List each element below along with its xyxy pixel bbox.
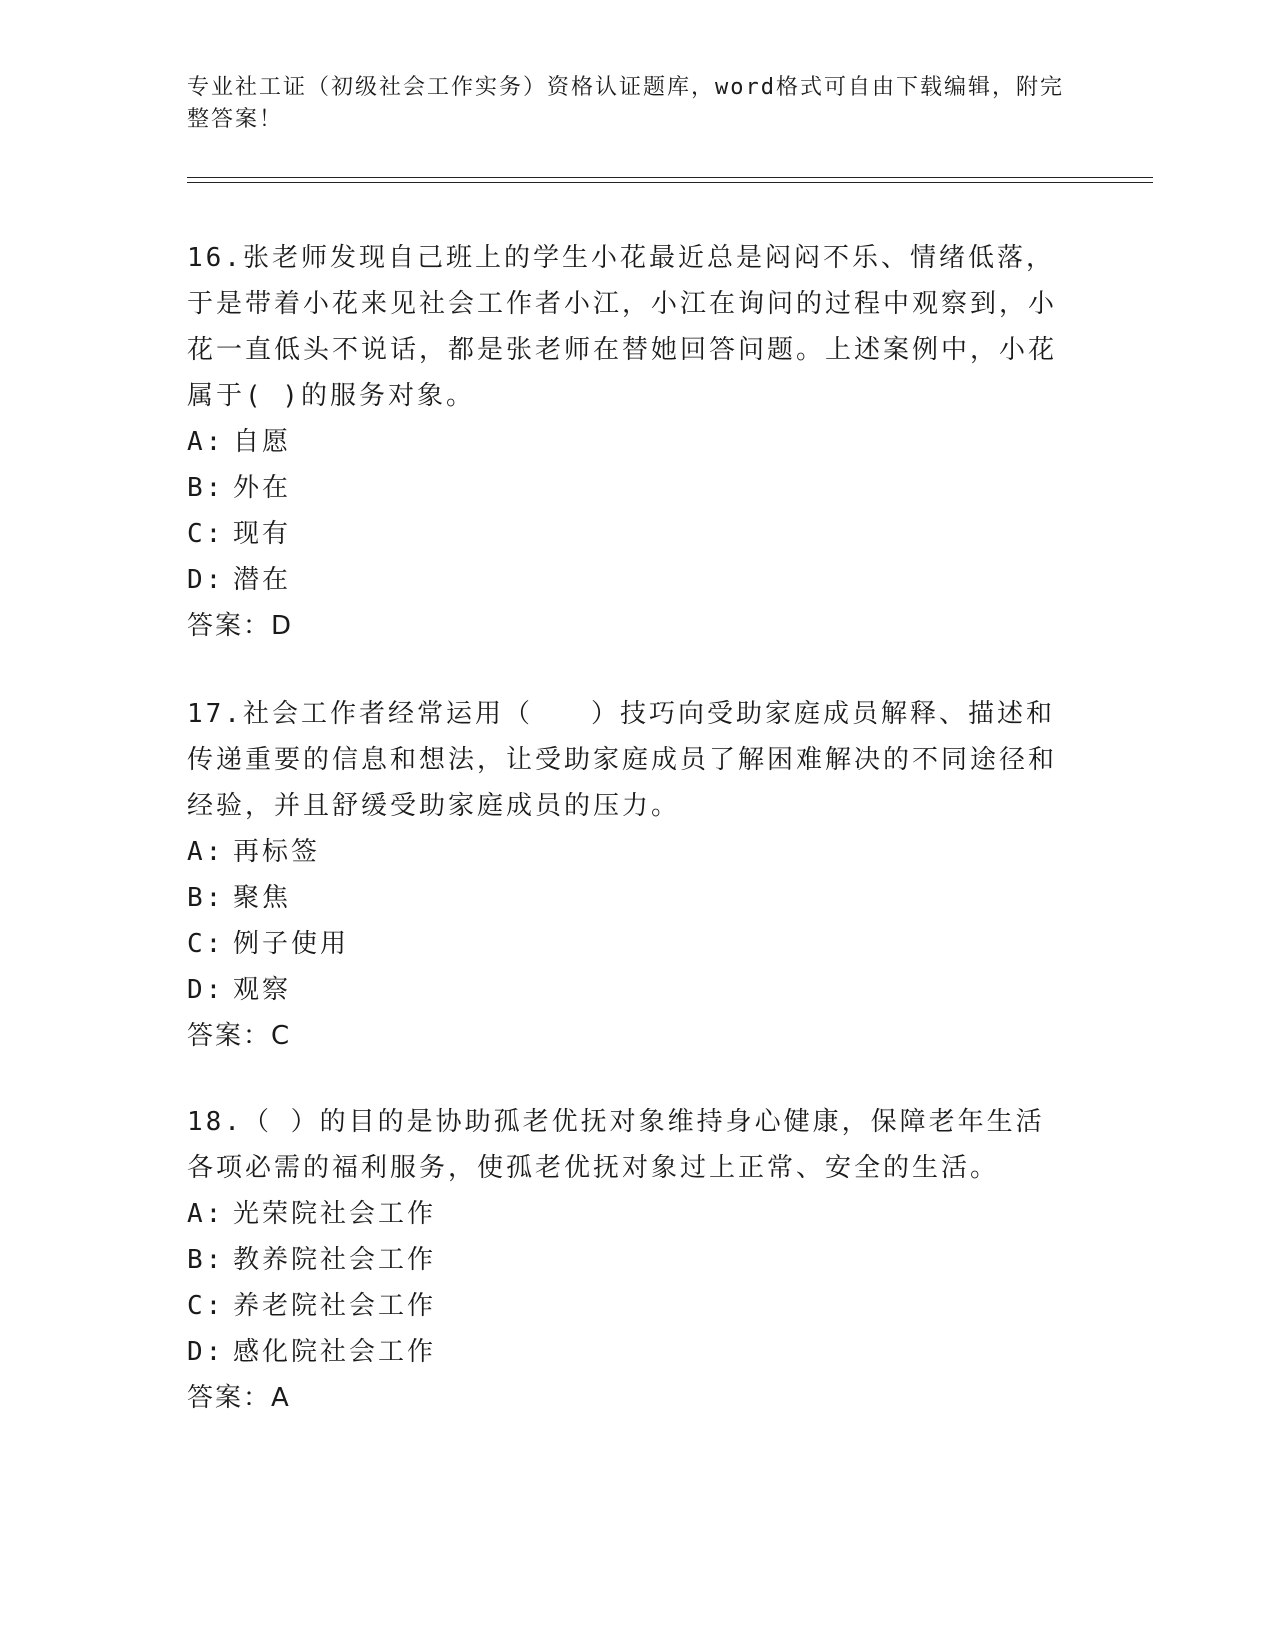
option-text: 教养院社会工作: [233, 1245, 437, 1275]
option-letter: C:: [187, 1291, 225, 1321]
option-text: 观察: [233, 975, 292, 1005]
option-letter: D:: [187, 565, 225, 595]
option-text: 养老院社会工作: [233, 1291, 437, 1321]
question-18: [187, 1099, 1067, 1421]
option-a: [187, 419, 1067, 465]
option-letter: B:: [187, 883, 225, 913]
option-c: [187, 511, 1067, 557]
header-divider-bottom: [187, 182, 1153, 183]
option-b: [187, 875, 1067, 921]
option-letter: A:: [187, 837, 225, 867]
option-letter: A:: [187, 1199, 225, 1229]
option-text: 聚焦: [233, 883, 292, 913]
option-a: [187, 829, 1067, 875]
option-d: [187, 967, 1067, 1013]
option-text: 再标签: [233, 837, 321, 867]
option-text: 现有: [233, 519, 292, 549]
option-text: 光荣院社会工作: [233, 1199, 437, 1229]
option-letter: C:: [187, 929, 225, 959]
question-stem: 18.（ ）的目的是协助孤老优抚对象维持身心健康，保障老年生活各项必需的福利服务，使孤老优抚对象过上正常、安全的生活。: [187, 1107, 1045, 1183]
question-stem: 17.社会工作者经常运用（ ）技巧向受助家庭成员解释、描述和传递重要的信息和想法，让受助家庭成员了解困难解决的不同途径和经验，并且舒缓受助家庭成员的压力。: [187, 699, 1058, 821]
option-a: [187, 1191, 1067, 1237]
header-divider-top: [187, 177, 1153, 178]
option-letter: D:: [187, 975, 225, 1005]
answer-line: 答案：D: [187, 611, 294, 641]
option-letter: D:: [187, 1337, 225, 1367]
option-c: [187, 1283, 1067, 1329]
option-text: 外在: [233, 473, 292, 503]
question-17: [187, 691, 1067, 1059]
option-text: 例子使用: [233, 929, 350, 959]
option-letter: C:: [187, 519, 225, 549]
question-16: [187, 235, 1067, 649]
option-b: [187, 1237, 1067, 1283]
question-stem: 16.张老师发现自己班上的学生小花最近总是闷闷不乐、情绪低落，于是带着小花来见社会工作者小江，小江在询问的过程中观察到，小花一直低头不说话，都是张老师在替她回答问题。上述案例中，小花属于( )的服务对象。: [187, 243, 1058, 411]
document-header: 专业社工证（初级社会工作实务）资格认证题库，word格式可自由下载编辑，附完整答案！: [187, 75, 1064, 132]
option-d: [187, 557, 1067, 603]
option-letter: B:: [187, 1245, 225, 1275]
option-letter: B:: [187, 473, 225, 503]
answer-line: 答案：A: [187, 1383, 291, 1413]
option-d: [187, 1329, 1067, 1375]
option-c: [187, 921, 1067, 967]
option-text: 感化院社会工作: [233, 1337, 437, 1367]
option-b: [187, 465, 1067, 511]
answer-line: 答案：C: [187, 1021, 292, 1051]
option-text: 潜在: [233, 565, 292, 595]
option-letter: A:: [187, 427, 225, 457]
option-text: 自愿: [233, 427, 292, 457]
